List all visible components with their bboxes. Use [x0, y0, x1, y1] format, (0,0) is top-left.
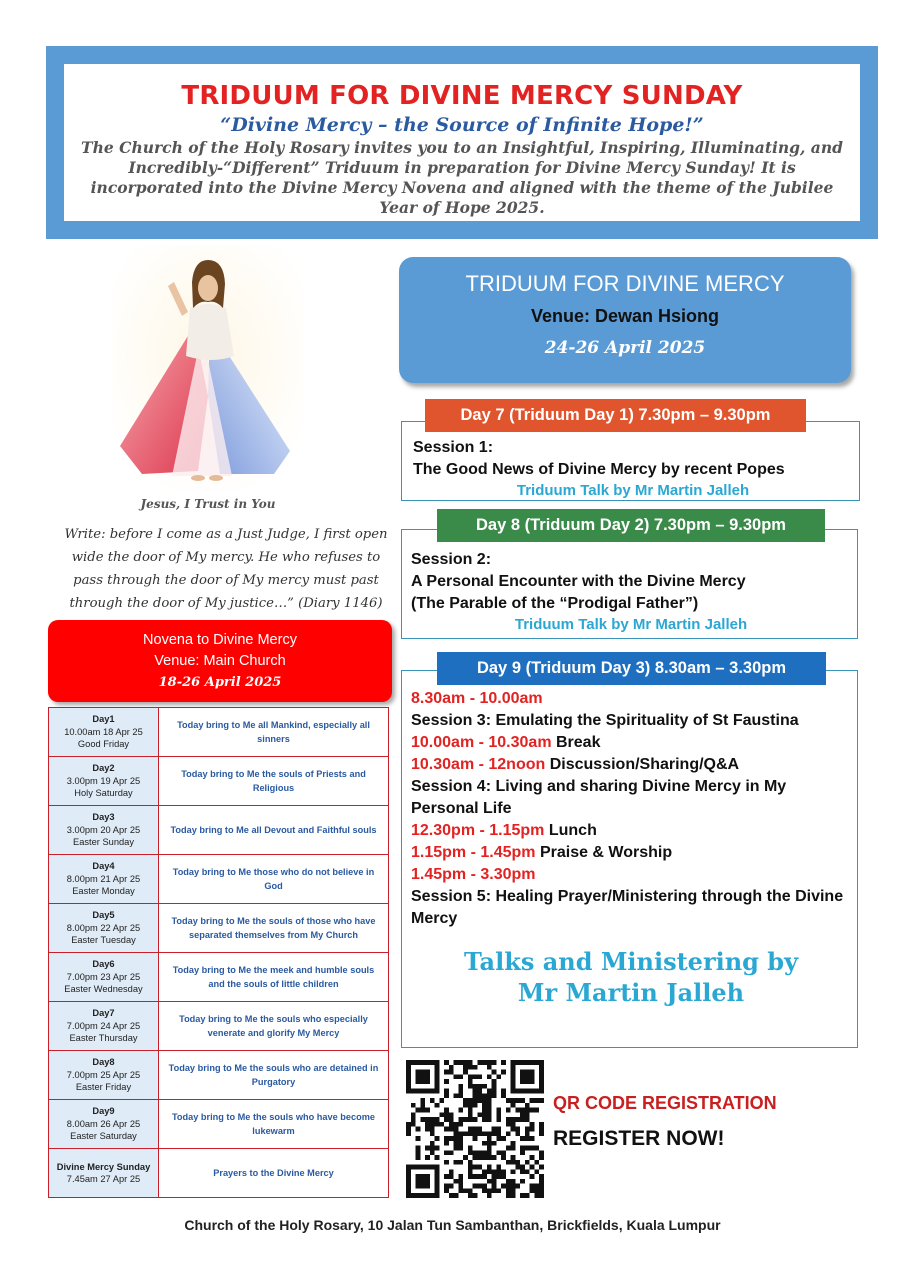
table-row [49, 1051, 389, 1100]
day8-panel [401, 529, 858, 639]
day-name: Day4 [92, 861, 115, 872]
day7-panel [401, 421, 860, 501]
diary-quote: Write: before I come as a Just Judge, I first open wide the door of My mercy. He who refuses to pass through the door of My mercy must past through the door of My justice…” (Diary 1146) [64, 527, 388, 611]
header-banner [46, 46, 878, 239]
day-name: Day3 [92, 812, 115, 823]
table-row [49, 757, 389, 806]
day9-tab: Day 9 (Triduum Day 3) 8.30am – 3.30pm [437, 652, 826, 685]
invitation-text: The Church of the Holy Rosary invites you to an Insightful, Inspiring, Illuminating, and Incredibly-“Different” Triduum in preparation for Divine Mercy Sunday! It is incorporated into the Divine Mercy Novena and aligned with the theme of the Jubilee Year of Hope 2025. [81, 138, 843, 217]
day-feast: Easter Wednesday [64, 984, 143, 995]
time-slot: 12.30pm - 1.15pm [411, 822, 545, 839]
session-5: Session 5: Healing Prayer/Ministering through the Divine Mercy [411, 888, 844, 927]
day-feast: Easter Monday [72, 886, 135, 897]
day-feast: Easter Sunday [73, 837, 134, 848]
break-label: Break [551, 734, 601, 751]
table-row [49, 904, 389, 953]
day9-panel [401, 670, 858, 1048]
intention-cell: Today bring to Me the souls of Priests and Religious [159, 757, 389, 806]
day-cell [49, 904, 159, 953]
time-slot: 1.45pm - 3.30pm [411, 866, 536, 883]
intention-cell: Today bring to Me those who do not believe in God [159, 855, 389, 904]
intention-cell: Prayers to the Divine Mercy [159, 1149, 389, 1198]
qr-code-icon[interactable] [406, 1060, 544, 1198]
page-title: TRIDUUM FOR DIVINE MERCY SUNDAY [181, 81, 743, 111]
day-date: 7.00pm 23 Apr 25 [66, 971, 141, 982]
worship-label: Praise & Worship [535, 844, 673, 861]
day-name: Day2 [92, 763, 115, 774]
lunch-label: Lunch [544, 822, 597, 839]
day-cell [49, 1149, 159, 1198]
day7-tab: Day 7 (Triduum Day 1) 7.30pm – 9.30pm [425, 399, 806, 432]
day-name: Day8 [92, 1057, 115, 1068]
day-name: Day5 [92, 910, 115, 921]
day-date: 8.00am 26 Apr 25 [66, 1118, 141, 1129]
day-date: 3.00pm 19 Apr 25 [66, 775, 141, 786]
triduum-header [399, 257, 851, 383]
day-cell [49, 1100, 159, 1149]
triduum-title: TRIDUUM FOR DIVINE MERCY [465, 271, 785, 296]
day-cell [49, 1051, 159, 1100]
day-name: Day1 [92, 714, 115, 725]
table-row [49, 1100, 389, 1149]
day-date: 3.00pm 20 Apr 25 [66, 824, 141, 835]
session-title: The Good News of Divine Mercy by recent Popes [413, 461, 785, 478]
day-feast: Easter Friday [75, 1082, 132, 1093]
session-4: Session 4: Living and sharing Divine Mercy in My Personal Life [411, 778, 787, 817]
header-panel [64, 64, 860, 221]
talks-line-2: Mr Martin Jalleh [517, 978, 745, 1007]
table-row [49, 1149, 389, 1198]
novena-title: Novena to Divine Mercy [143, 632, 297, 648]
novena-header [48, 620, 392, 702]
talk-speaker: Triduum Talk by Mr Martin Jalleh [516, 482, 750, 499]
time-slot: 10.30am - 12noon [411, 756, 546, 773]
table-row [49, 1002, 389, 1051]
time-slot: 8.30am - 10.00am [411, 690, 543, 707]
day-feast: Easter Thursday [69, 1033, 138, 1044]
day-feast: Good Friday [77, 739, 130, 750]
session-label: Session 2: [411, 551, 492, 568]
day-cell [49, 806, 159, 855]
intention-cell: Today bring to Me all Devout and Faithful souls [159, 806, 389, 855]
day-feast: Easter Saturday [70, 1131, 137, 1142]
day-name: Day7 [92, 1008, 115, 1019]
divine-mercy-image [112, 246, 304, 490]
novena-schedule-table [48, 707, 389, 1198]
day-date: 7.00pm 24 Apr 25 [66, 1020, 141, 1031]
talk-speaker: Triduum Talk by Mr Martin Jalleh [514, 616, 748, 633]
theme-line: “Divine Mercy – the Source of Infinite Hope!” [220, 114, 704, 136]
qr-registration-label: QR CODE REGISTRATION [553, 1093, 777, 1113]
discussion-label: Discussion/Sharing/Q&A [545, 756, 740, 773]
novena-venue: Venue: Main Church [154, 653, 286, 669]
day-feast: Easter Tuesday [71, 935, 136, 946]
session-title: A Personal Encounter with the Divine Mercy [411, 573, 746, 590]
register-now-text: REGISTER NOW! [553, 1127, 725, 1150]
intention-cell: Today bring to Me all Mankind, especially all sinners [159, 708, 389, 757]
intention-cell: Today bring to Me the souls who are detained in Purgatory [159, 1051, 389, 1100]
day-feast: Holy Saturday [74, 788, 133, 799]
day-date: 10.00am 18 Apr 25 [64, 726, 143, 737]
footer-address: Church of the Holy Rosary, 10 Jalan Tun Sambanthan, Brickfields, Kuala Lumpur [184, 1217, 721, 1233]
talks-line-1: Talks and Ministering by [463, 947, 799, 976]
session-label: Session 1: [413, 439, 494, 456]
day-date: 7.45am 27 Apr 25 [66, 1174, 141, 1184]
intention-cell: Today bring to Me the souls who especially venerate and glorify My Mercy [159, 1002, 389, 1051]
session-subtitle: (The Parable of the “Prodigal Father”) [411, 595, 699, 612]
day-cell [49, 757, 159, 806]
table-row [49, 953, 389, 1002]
day-date: 8.00pm 21 Apr 25 [66, 873, 141, 884]
day-date: 7.00pm 25 Apr 25 [66, 1069, 141, 1080]
day-name: Day9 [92, 1106, 115, 1117]
intention-cell: Today bring to Me the meek and humble souls and the souls of little children [159, 953, 389, 1002]
image-caption: Jesus, I Trust in You [140, 497, 276, 511]
session-3: Session 3: Emulating the Spirituality of St Faustina [411, 712, 799, 729]
intention-cell: Today bring to Me the souls who have become lukewarm [159, 1100, 389, 1149]
intention-cell: Today bring to Me the souls of those who have separated themselves from My Church [159, 904, 389, 953]
table-row [49, 708, 389, 757]
day-cell [49, 855, 159, 904]
triduum-dates: 24-26 April 2025 [544, 338, 706, 358]
time-slot: 1.15pm - 1.45pm [411, 844, 536, 861]
table-row [49, 855, 389, 904]
triduum-venue: Venue: Dewan Hsiong [530, 306, 720, 326]
time-slot: 10.00am - 10.30am [411, 734, 552, 751]
day-cell [49, 708, 159, 757]
day-cell [49, 953, 159, 1002]
day-date: 8.00pm 22 Apr 25 [66, 922, 141, 933]
day-name: Divine Mercy Sunday [56, 1161, 151, 1172]
day8-tab: Day 8 (Triduum Day 2) 7.30pm – 9.30pm [437, 509, 825, 542]
table-row [49, 806, 389, 855]
day-cell [49, 1002, 159, 1051]
day-name: Day6 [92, 959, 115, 970]
novena-dates: 18-26 April 2025 [158, 675, 282, 690]
